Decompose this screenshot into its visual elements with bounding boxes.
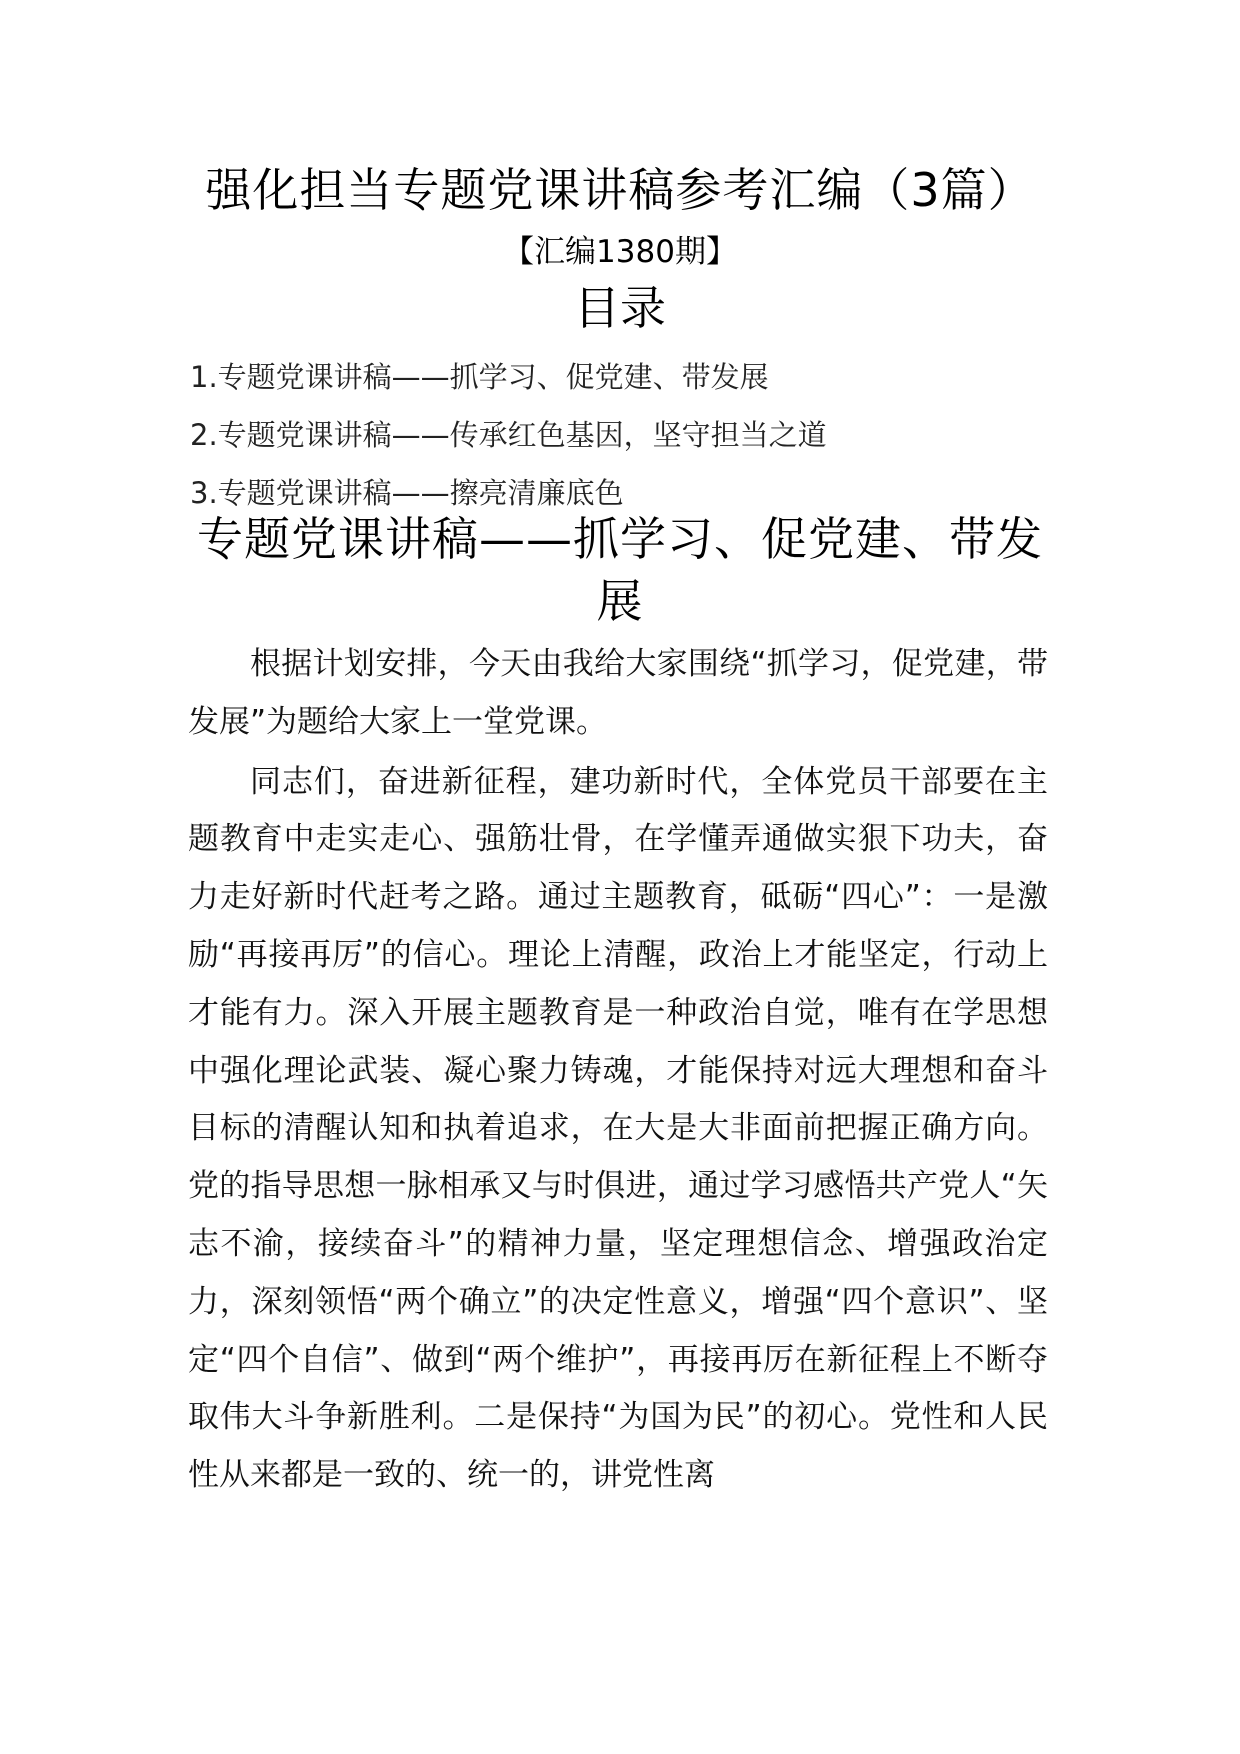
toc-link-3[interactable]: 3.专题党课讲稿——擦亮清廉底色 xyxy=(190,476,624,510)
toc-link-2[interactable]: 2.专题党课讲稿——传承红色基因，坚守担当之道 xyxy=(190,418,827,452)
issue-number: 【汇编1380期】 xyxy=(503,234,737,270)
toc-heading: 目录 xyxy=(574,281,666,335)
toc-link-1[interactable]: 1.专题党课讲稿——抓学习、促党建、带发展 xyxy=(190,360,769,394)
table-of-contents xyxy=(190,348,1090,522)
toc-item-2[interactable] xyxy=(190,406,1090,464)
section-title: 专题党课讲稿——抓学习、促党建、带发展 xyxy=(197,512,1043,628)
toc-item-1[interactable] xyxy=(190,348,1090,406)
paragraph-2: 同志们，奋进新征程，建功新时代，全体党员干部要在主题教育中走实走心、强筋壮骨，在学懂弄通做实狠下功夫，奋力走好新时代赶考之路。通过主题教育，砥砺“四心”：一是激励“再接再厉”的信心。理论上清醒，政治上才能坚定，行动上才能有力。深入开展主题教育是一种政治自觉，唯有在学思想中强化理论武装、凝心聚力铸魂，才能保持对远大理想和奋斗目标的清醒认知和执着追求，在大是大非面前把握正确方向。党的指导思想一脉相承又与时俱进，通过学习感悟共产党人“矢志不渝，接续奋斗”的精神力量，坚定理想信念、增强政治定力，深刻领悟“两个确立”的决定性意义，增强“四个意识”、坚定“四个自信”、做到“两个维护”，再接再厉在新征程上不断夺取伟大斗争新胜利。二是保持“为国为民”的初心。党性和人民性从来都是一致的、统一的，讲党性离 xyxy=(188,763,1048,1494)
document-title: 强化担当专题党课讲稿参考汇编（3篇） xyxy=(205,163,1035,217)
section-body xyxy=(188,636,1048,1507)
paragraph-1: 根据计划安排，今天由我给大家围绕“抓学习，促党建，带发展”为题给大家上一堂党课。 xyxy=(188,646,1048,740)
